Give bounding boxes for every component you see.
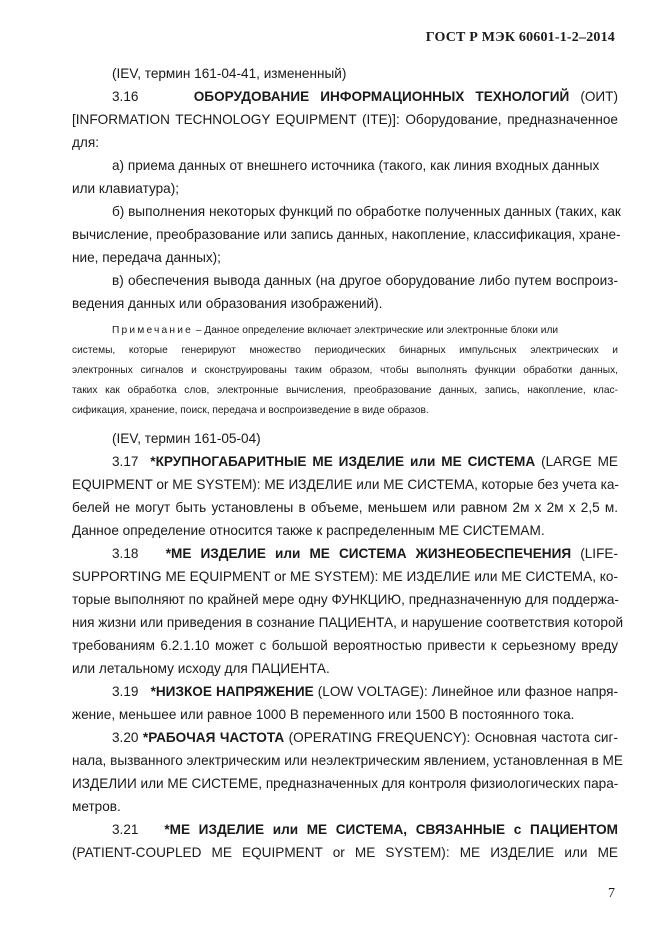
text-line: ИЗДЕЛИИ или МЕ СИСТЕМЕ, предназначенных для контроля физиологических пара-: [72, 776, 619, 791]
note-label: Примечание: [112, 325, 193, 336]
text-line: ведения данных или образования изображений).: [72, 296, 383, 311]
note-line: сификация, хранение, поиск, передача и воспроизведение в виде образов.: [72, 405, 429, 416]
text-line: или летальному исходу для ПАЦИЕНТА.: [72, 661, 330, 676]
list-item-c: в) обеспечения вывода данных (на другое оборудование либо путем воспроиз-: [112, 273, 618, 288]
term-3-19-heading: 3.19 *НИЗКОЕ НАПРЯЖЕНИЕ (LOW VOLTAGE): Линейное или фазное напря-: [112, 684, 618, 699]
term-3-17-heading: 3.17 *КРУПНОГАБАРИТНЫЕ МЕ ИЗДЕЛИЕ или МЕ СИСТЕМА (LARGE ME: [112, 454, 618, 469]
text-line: (PATIENT-COUPLED ME EQUIPMENT or ME SYSTEM): МЕ ИЗДЕЛИЕ или МЕ: [72, 845, 618, 860]
text-line: [INFORMATION TECHNOLOGY EQUIPMENT (ITE)]: Оборудование, предназначенное: [72, 112, 618, 127]
document-header: ГОСТ Р МЭК 60601-1-2–2014: [425, 30, 615, 45]
list-item-a: а) приема данных от внешнего источника (такого, как линия входных данных: [112, 158, 600, 173]
text-line: белей не могут быть установлены в объеме, меньшем или равном 2м х 2м х 2,5 м.: [72, 500, 618, 515]
text-line: вычисление, преобразование или запись данных, накопление, классификация, хране-: [72, 227, 621, 242]
note-line: Примечание – Данное определение включает электрические или электронные блоки или: [112, 325, 559, 336]
text-line: нала, вызванного электрическим или неэлектрическим явлением, установленная в МЕ: [72, 753, 623, 768]
text-line: метров.: [72, 799, 121, 814]
text-line: (IEV, термин 161-05-04): [112, 431, 261, 446]
text-line: торые выполняют по крайней мере одну ФУНКЦИЮ, предназначенную для поддержа-: [72, 592, 619, 607]
page-number: 7: [608, 886, 615, 901]
text-line: требованиям 6.2.1.10 может с большой вероятностью привести к серьезному вреду: [72, 638, 618, 653]
term-3-20-heading: 3.20 *РАБОЧАЯ ЧАСТОТА (OPERATING FREQUENCY): Основная частота сиг-: [112, 730, 618, 745]
text-line: или клавиатура);: [72, 181, 180, 196]
text-line: ния жизни или приведения в сознание ПАЦИЕНТА, и нарушение соответствия которой: [72, 615, 624, 630]
text-line: (IEV, термин 161-04-41, измененный): [112, 66, 347, 81]
text-line: Данное определение относится также к распределенным МЕ СИСТЕМАМ.: [72, 523, 545, 538]
text-line: жение, меньшее или равное 1000 В переменного или 1500 В постоянного тока.: [72, 707, 575, 722]
text-line: SUPPORTING ME EQUIPMENT or ME SYSTEM): МЕ ИЗДЕЛИЕ или МЕ СИСТЕМА, ко-: [72, 569, 618, 584]
text-line: EQUIPMENT or ME SYSTEM): МЕ ИЗДЕЛИЕ или МЕ СИСТЕМА, которые без учета ка-: [72, 477, 619, 492]
list-item-b: б) выполнения некоторых функций по обработке полученных данных (таких, как: [112, 204, 621, 219]
text-line: ние, передача данных);: [72, 250, 221, 265]
text-line: для:: [72, 135, 100, 150]
term-3-16-heading: 3.16 ОБОРУДОВАНИЕ ИНФОРМАЦИОННЫХ ТЕХНОЛОГИЙ (ОИТ): [112, 89, 619, 104]
term-3-21-heading: 3.21 *МЕ ИЗДЕЛИЕ или МЕ СИСТЕМА, СВЯЗАННЫЕ с ПАЦИЕНТОМ: [112, 822, 618, 837]
note-line: электронных сигналов и сконструированы таким образом, чтобы выполнять функции обработки данных,: [72, 365, 618, 376]
note-line: таких как обработка слов, электронные вычисления, преобразование данных, запись, накопление, клас-: [72, 385, 618, 396]
term-3-18-heading: 3.18 *МЕ ИЗДЕЛИЕ или МЕ СИСТЕМА ЖИЗНЕОБЕСПЕЧЕНИЯ (LIFE-: [112, 546, 618, 561]
note-line: системы, которые генерируют множество периодических бинарных импульсных электрических и: [72, 345, 618, 356]
